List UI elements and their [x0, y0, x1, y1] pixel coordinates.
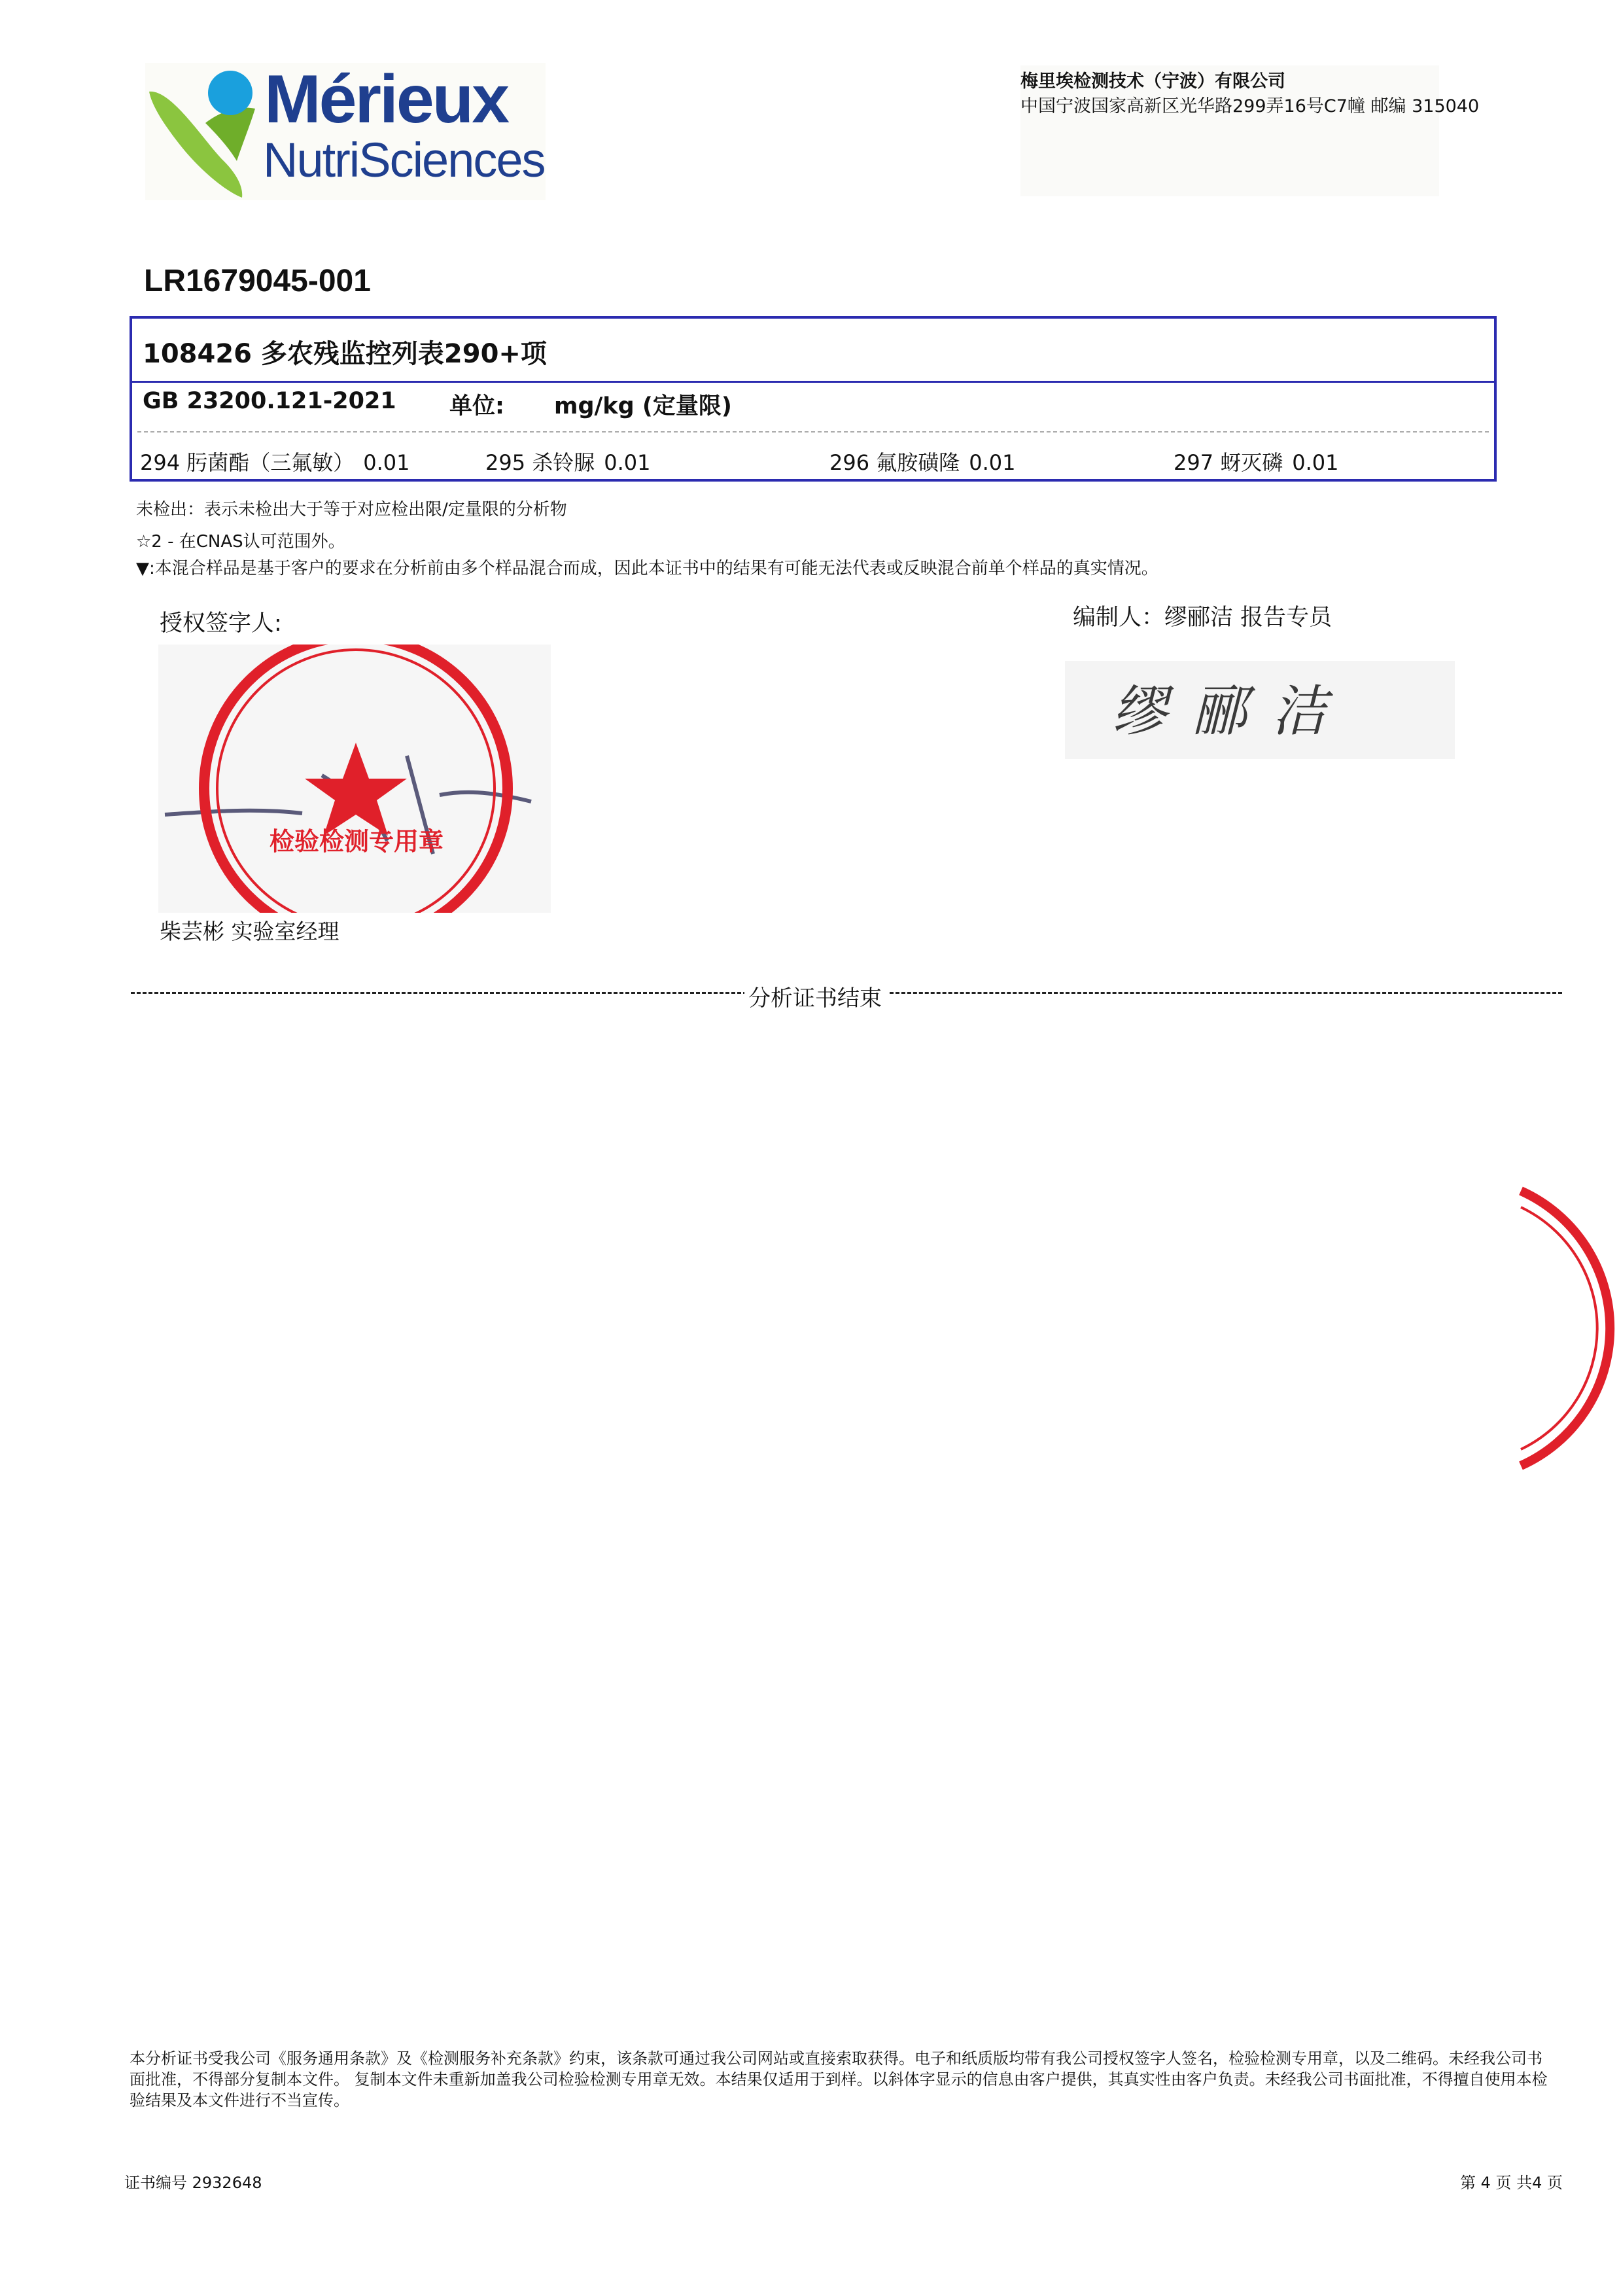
table-unit-value: mg/kg (定量限): [554, 393, 732, 419]
item-name: 297 蚜灭磷: [1174, 450, 1283, 475]
stamp-area: [158, 645, 551, 913]
page-number: 第 4 页 共4 页: [1460, 2174, 1563, 2192]
merieux-logo: [145, 63, 546, 200]
report-number: LR1679045-001: [144, 264, 371, 298]
item-value: 0.01: [604, 450, 651, 475]
table-standard: GB 23200.121-2021: [143, 388, 396, 414]
table-row-item: [1174, 446, 1339, 476]
item-value: 0.01: [969, 450, 1016, 475]
stamp-bottom-text: 检验检测专用章: [270, 827, 444, 856]
table-row-item: [829, 446, 1016, 476]
table-title: 108426 多农残监控列表290+项: [143, 339, 547, 369]
authorized-signatory-label: 授权签字人:: [160, 610, 282, 637]
stamp-icon: [158, 645, 551, 913]
authorized-signatory-name: 柴芸彬 实验室经理: [160, 919, 339, 944]
editor-label: 编制人：缪郦洁 报告专员: [1073, 605, 1332, 631]
results-table: [130, 316, 1497, 482]
logo-word-merieux: Mérieux: [264, 62, 508, 137]
certificate-number: 证书编号 2932648: [124, 2174, 262, 2192]
item-value: 0.01: [363, 450, 410, 475]
table-unit-label: 单位:: [449, 393, 504, 419]
table-row-item: [140, 446, 410, 476]
table-divider: [132, 381, 1494, 383]
table-dotted-divider: [137, 431, 1489, 433]
end-of-certificate-line: [131, 983, 1562, 1012]
note-cnas: ☆2 - 在CNAS认可范围外。: [136, 532, 345, 552]
end-of-certificate-text: 分析证书结束: [744, 980, 886, 1012]
item-name: 294 肟菌酯（三氟敏）: [140, 450, 355, 475]
footer-disclaimer: 本分析证书受我公司《服务通用条款》及《检测服务补充条款》约束，该条款可通过我公司网站或直接索取获得。电子和纸质版均带有我公司授权签字人签名，检验检测专用章，以及二维码。未经我公司书面批准，不得部分复制本文件。 复制本文件未重新加盖我公司检验检测专用章无效。本结果仅适用于到样。以斜体字显示的信息由客户提供，其真实性由客户负责。未经我公司书面批准，不得擅自使用本检验结果及本文件进行不当宣传。: [130, 2049, 1548, 2110]
note-composite-sample: ▼:本混合样品是基于客户的要求在分析前由多个样品混合而成，因此本证书中的结果有可能无法代表或反映混合前单个样品的真实情况。: [136, 559, 1158, 578]
note-not-detected: 未检出：表示未检出大于等于对应检出限/定量限的分析物: [136, 500, 567, 520]
logo-word-nutrisciences: NutriSciences: [263, 133, 545, 187]
table-row-item: [485, 446, 651, 476]
company-name: 梅里埃检测技术（宁波）有限公司: [1020, 71, 1285, 92]
editor-handwritten-signature: 缪郦洁: [1112, 679, 1352, 743]
item-name: 295 杀铃脲: [485, 450, 595, 475]
item-name: 296 氟胺磺隆: [829, 450, 960, 475]
company-address: 中国宁波国家高新区光华路299弄16号C7幢 邮编 315040: [1020, 96, 1480, 116]
page-seal-partial-icon: [1511, 1178, 1619, 1479]
item-value: 0.01: [1292, 450, 1339, 475]
